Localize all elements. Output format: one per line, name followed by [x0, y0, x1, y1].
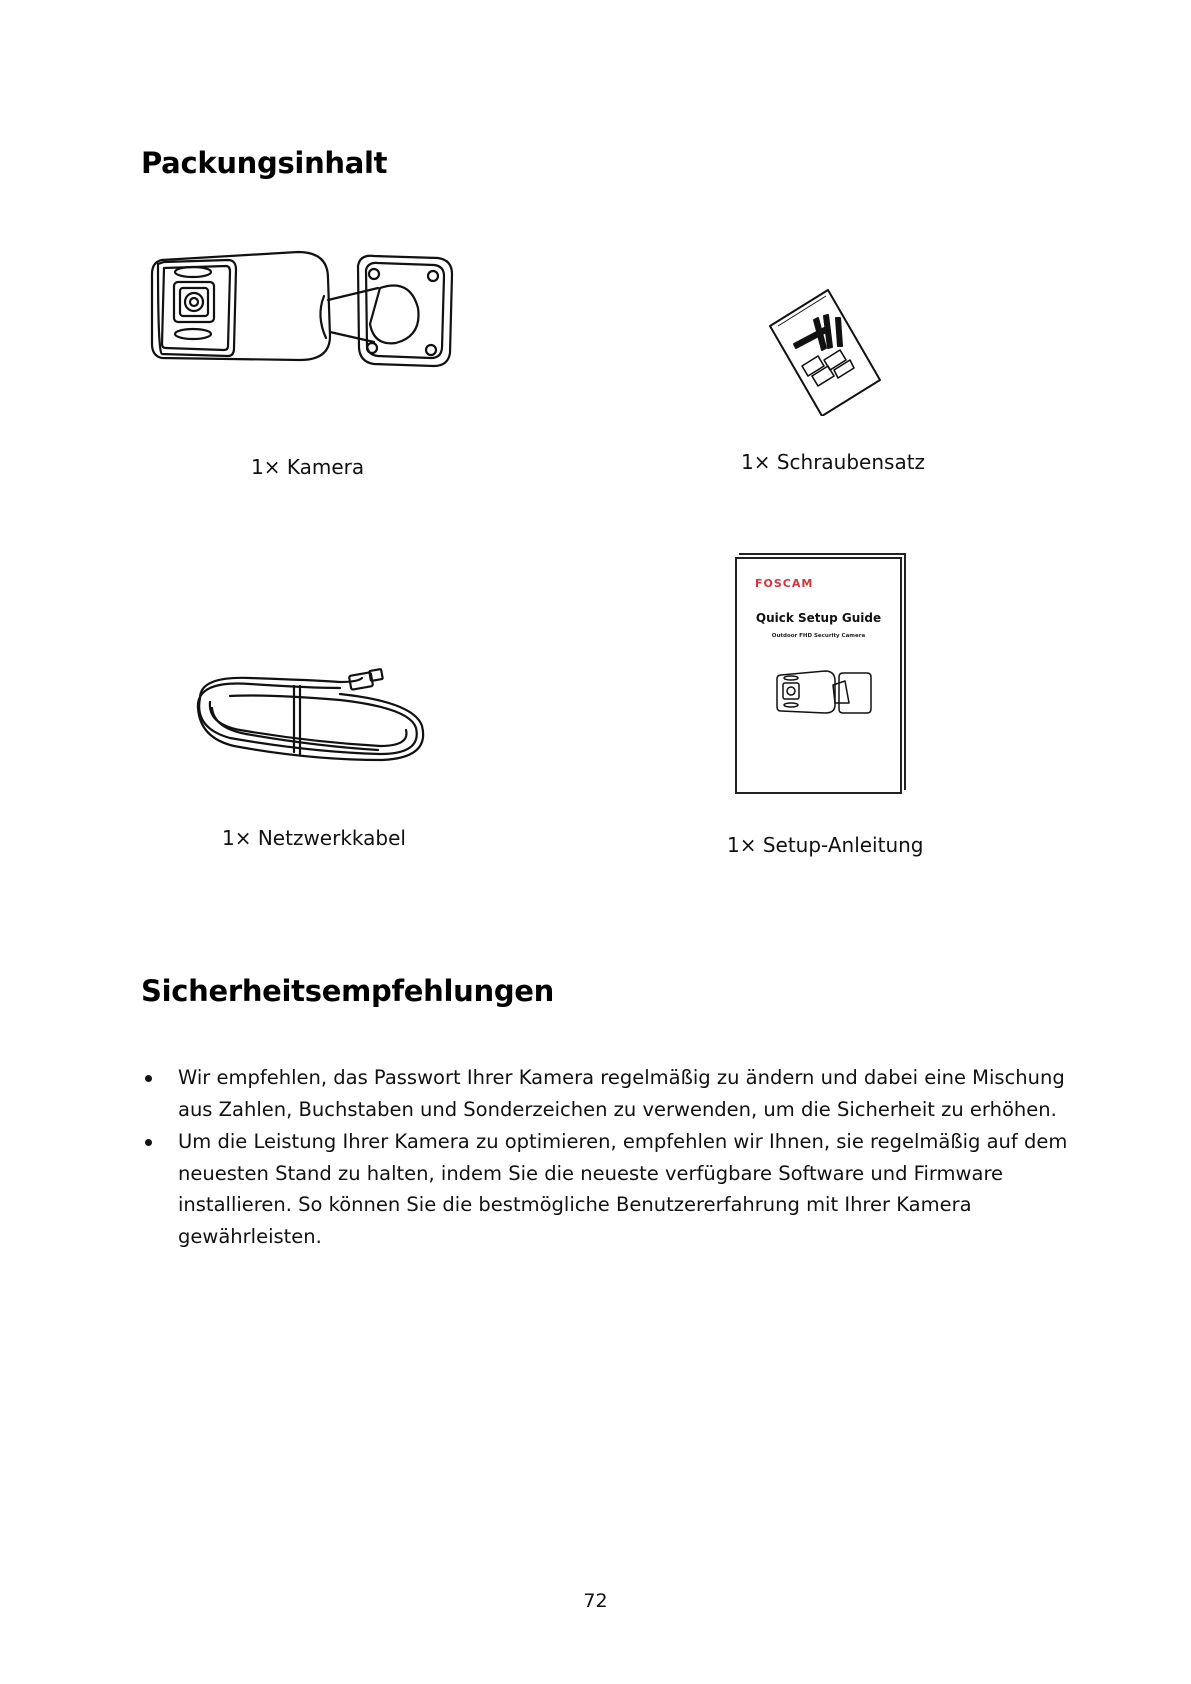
safety-heading: Sicherheitsempfehlungen: [141, 974, 554, 1008]
guide-brand-logo: FOSCAM: [755, 577, 814, 590]
screws-caption: 1× Schraubensatz: [741, 450, 926, 474]
bullet-icon: [145, 1139, 152, 1146]
guide-caption: 1× Setup-Anleitung: [727, 833, 924, 857]
setup-guide-booklet: [735, 557, 902, 794]
list-item: [141, 1062, 1071, 1125]
contents-heading: Packungsinhalt: [141, 146, 388, 180]
page-number: 72: [583, 1590, 608, 1612]
camera-illustration: [148, 248, 458, 383]
guide-title: Quick Setup Guide: [755, 611, 882, 625]
list-item-text: Um die Leistung Ihrer Kamera zu optimieren, empfehlen wir Ihnen, sie regelmäßig auf dem neuesten Stand zu halten, indem Sie die neueste verfügbare Software und Firmware installieren. So können Sie die bestmögliche Benutzererfahrung mit Ihrer Kamera gewährleisten.: [178, 1130, 1068, 1248]
guide-camera-icon: [775, 667, 873, 719]
cable-caption: 1× Netzwerkkabel: [222, 826, 406, 850]
safety-recommendations-list: [141, 1062, 1071, 1253]
list-item-text: Wir empfehlen, das Passwort Ihrer Kamera regelmäßig zu ändern und dabei eine Mischung aus Zahlen, Buchstaben und Sonderzeichen zu verwenden, um die Sicherheit zu erhöhen.: [178, 1066, 1065, 1121]
bullet-icon: [145, 1075, 152, 1082]
list-item: [141, 1126, 1071, 1252]
network-cable-illustration: [190, 668, 430, 764]
screw-kit-illustration: [758, 286, 888, 416]
camera-caption: 1× Kamera: [251, 455, 365, 479]
guide-subtitle: Outdoor FHD Security Camera: [771, 633, 866, 639]
